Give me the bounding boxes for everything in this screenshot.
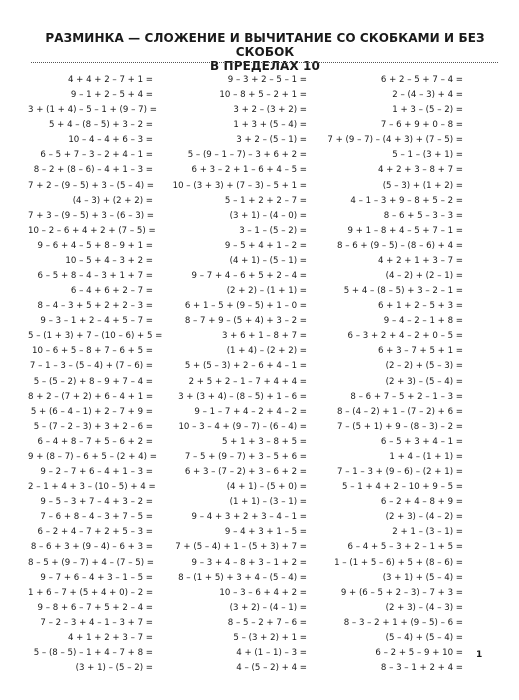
exercise-item: 5 – 1 + 2 + 2 – 7 = — [224, 195, 307, 206]
exercise-item: 7 + (9 – 7) – (4 + 3) + (7 – 5) = — [327, 135, 463, 146]
exercise-item: 6 + 2 – 5 + 7 – 4 = — [380, 75, 463, 85]
exercise-item: 9 – 8 + 6 – 7 + 5 + 2 – 4 = — [37, 602, 153, 613]
exercise-item: 10 – 6 + 5 – 8 + 7 – 6 + 5 = — [32, 346, 153, 357]
exercise-item: 5 + 4 – (8 – 5) + 3 – 2 – 1 = — [343, 286, 463, 297]
exercise-item: 6 + 1 – 5 + (9 – 5) + 1 – 0 = — [184, 301, 307, 312]
exercise-item: 9 – 3 + 4 – 8 + 3 – 1 + 2 = — [191, 557, 307, 568]
exercise-item: 10 – 8 + 5 – 2 + 1 = — [219, 90, 307, 101]
exercise-item: 3 + (3 + 4) – (8 – 5) + 1 – 6 = — [178, 391, 307, 402]
exercise-item: 9 + (6 – 5 + 2 – 3) – 7 + 3 = — [340, 587, 463, 598]
exercise-item: 7 + (5 – 4) + 1 – (5 + 3) + 7 = — [175, 542, 307, 553]
exercise-item: 5 + 1 + 3 – 8 + 5 = — [221, 436, 307, 447]
exercise-item: 10 – (3 + 3) + (7 – 3) – 5 + 1 = — [172, 180, 307, 191]
exercise-item: 6 – 4 + 8 – 7 + 5 – 6 + 2 = — [37, 436, 153, 447]
exercise-item: 5 – (3 + 2) + 1 = — [233, 632, 307, 643]
exercise-item: 9 – 4 – 2 – 1 + 8 = — [383, 316, 463, 327]
exercise-item: (4 + 1) – (5 + 0) = — [226, 482, 307, 493]
exercise-item: (2 + 3) – (4 – 2) = — [385, 512, 463, 523]
exercise-item: 6 – 4 + 6 + 2 – 7 = — [70, 286, 153, 297]
exercise-item: 4 + (1 – 1) – 3 = — [236, 647, 307, 658]
exercise-item: 8 – 6 + 7 – 5 + 2 – 1 – 3 = — [350, 391, 463, 402]
exercise-item: 2 – (4 – 3) + 4 = — [392, 90, 463, 101]
exercise-item: 2 + 5 + 2 – 1 – 7 + 4 + 4 = — [188, 376, 307, 387]
exercise-item: 9 – 6 + 4 – 5 + 8 – 9 + 1 = — [37, 240, 153, 251]
exercise-item: 7 – (5 + 1) + 9 – (8 – 3) – 2 = — [337, 421, 463, 432]
exercise-item: 5 – (8 – 5) – 1 + 4 – 7 + 8 = — [33, 647, 153, 658]
exercise-item: 8 – (1 + 5) + 3 + 4 – (5 – 4) = — [178, 572, 307, 583]
exercise-item: (4 + 1) – (5 – 1) = — [229, 255, 307, 266]
exercise-item: 2 + 1 – (3 – 1) = — [392, 527, 463, 538]
exercise-item: 2 – 1 + 4 + 3 – (10 – 5) + 4 = — [28, 482, 156, 493]
exercise-item: (5 – 3) + (1 + 2) = — [382, 180, 463, 191]
exercise-item: (1 + 1) – (3 – 1) = — [229, 497, 307, 508]
exercise-item: 7 + 3 – (9 – 5) + 3 – (6 – 3) = — [28, 210, 154, 221]
exercise-item: 6 – 3 + 2 + 4 – 2 + 0 – 5 = — [347, 331, 463, 342]
exercise-item: 5 – (1 + 3) + 7 – (10 – 6) + 5 = — [28, 331, 163, 342]
exercise-item: 6 – 5 + 7 – 3 – 2 + 4 – 1 = — [40, 150, 153, 161]
exercise-item: 9 – 3 – 1 + 2 – 4 + 5 – 7 = — [40, 316, 153, 327]
exercise-item: 10 – 2 – 6 + 4 + 2 + (7 – 5) = — [28, 225, 156, 236]
exercise-item: 7 – 5 + (9 – 7) + 3 – 5 + 6 = — [184, 451, 307, 462]
exercise-item: (4 – 2) + (2 – 1) = — [385, 271, 463, 282]
exercise-item: 8 – 6 + 3 + (9 – 4) – 6 + 3 = — [30, 542, 153, 553]
exercise-item: (3 + 1) – (4 – 0) = — [229, 210, 307, 221]
exercise-item: 3 + (1 + 4) – 5 – 1 + (9 – 7) = — [28, 105, 157, 116]
exercise-item: 8 – 3 – 1 + 2 + 4 = — [380, 663, 463, 674]
exercise-item: 9 + (8 – 7) – 6 + 5 – (2 + 4) = — [28, 451, 157, 462]
exercise-item: 5 – 1 + 4 + 2 – 10 + 9 – 5 = — [342, 482, 463, 493]
exercise-item: 5 – (7 – 2 – 3) + 3 + 2 – 6 = — [33, 421, 153, 432]
exercise-item: 6 – 2 + 5 – 9 + 10 = — [375, 647, 463, 658]
exercise-item: 8 – 7 + 9 – (5 + 4) + 3 – 2 = — [184, 316, 307, 327]
exercise-item: 3 + 2 – (3 + 2) = — [233, 105, 307, 116]
exercise-item: 10 – 4 – 4 + 6 – 3 = — [68, 135, 153, 146]
exercise-item: 9 – 1 + 2 – 5 + 4 = — [70, 90, 153, 101]
exercise-item: 10 – 3 – 6 + 4 + 2 = — [219, 587, 307, 598]
page-title — [30, 31, 500, 73]
exercise-item: 7 – 6 + 9 + 0 – 8 = — [380, 120, 463, 131]
title-line-2: В ПРЕДЕЛАХ 10 — [210, 59, 320, 73]
exercise-item: 3 – 1 – (5 – 2) = — [239, 225, 307, 236]
exercise-item: 3 + 6 + 1 – 8 + 7 = — [221, 331, 307, 342]
exercise-column-2 — [168, 73, 307, 676]
exercise-item: 9 – 5 – 3 + 7 – 4 + 3 – 2 = — [40, 497, 153, 508]
exercise-item: (2 + 3) – (4 – 3) = — [385, 602, 463, 613]
title-line-1: РАЗМИНКА — СЛОЖЕНИЕ И ВЫЧИТАНИЕ СО СКОБКАМИ И БЕЗ СКОБОК — [45, 31, 485, 59]
exercise-item: 8 + 2 – (7 + 2) + 6 – 4 + 1 = — [28, 391, 154, 402]
exercise-item: 4 + 1 + 2 + 3 – 7 = — [67, 632, 153, 643]
exercise-item: 9 – 5 + 4 + 1 – 2 = — [224, 240, 307, 251]
exercise-item: 8 – 2 + (8 – 6) – 4 + 1 – 3 = — [33, 165, 153, 176]
exercise-item: 6 + 3 – 7 + 5 + 1 = — [377, 346, 463, 357]
page-number: 1 — [476, 650, 483, 660]
exercise-item: 10 – 5 + 4 – 3 + 2 = — [65, 255, 153, 266]
exercise-item: 6 – 5 + 8 – 4 – 3 + 1 + 7 = — [37, 271, 153, 282]
exercise-item: 9 – 7 + 6 – 4 + 3 – 1 – 5 = — [40, 572, 153, 583]
exercise-item: 8 – 6 + 5 – 3 – 3 = — [383, 210, 463, 221]
exercise-item: 9 – 4 + 3 + 1 – 5 = — [224, 527, 307, 538]
exercise-item: 7 – 1 – 3 + (9 – 6) – (2 + 1) = — [337, 467, 463, 478]
exercise-item: (3 + 1) – (5 – 2) = — [75, 663, 153, 674]
exercise-item: 5 + (6 – 4 – 1) + 2 – 7 + 9 = — [30, 406, 153, 417]
exercise-item: (4 – 3) + (2 + 2) = — [72, 195, 153, 206]
exercise-item: 6 – 4 + 5 – 3 + 2 – 1 + 5 = — [347, 542, 463, 553]
exercise-item: 9 – 3 + 2 – 5 – 1 = — [227, 75, 307, 85]
dotted-divider — [31, 62, 498, 63]
exercise-item: 4 – 1 – 3 + 9 – 8 + 5 – 2 = — [350, 195, 463, 206]
exercise-item: 8 – 3 – 2 + 1 + (9 – 5) – 6 = — [343, 617, 463, 628]
exercise-item: 9 + 1 – 8 + 4 – 5 + 7 – 1 = — [347, 225, 463, 236]
exercise-item: 10 – 3 – 4 + (9 – 7) – (6 – 4) = — [178, 421, 307, 432]
exercise-item: (3 + 1) + (5 – 4) = — [382, 572, 463, 583]
exercise-item: 1 + 4 – (1 + 1) = — [389, 451, 463, 462]
exercise-item: 4 – (5 – 2) + 4 = — [236, 663, 307, 674]
exercise-item: 6 – 2 + 4 – 7 + 2 + 5 – 3 = — [37, 527, 153, 538]
exercise-item: 9 – 1 – 7 + 4 – 2 + 4 – 2 = — [194, 406, 307, 417]
exercise-item: 7 – 1 – 3 – (5 – 4) + (7 – 6) = — [29, 361, 153, 372]
exercise-item: 5 – (5 – 2) + 8 – 9 + 7 – 4 = — [33, 376, 153, 387]
exercise-item: (2 + 2) – (1 + 1) = — [226, 286, 307, 297]
exercise-item: 4 + 4 + 2 – 7 + 1 = — [67, 75, 153, 85]
exercise-column-3 — [322, 73, 463, 676]
exercise-item: 5 + 4 – (8 – 5) + 3 – 2 = — [48, 120, 153, 131]
exercise-item: 5 – (9 – 1 – 7) – 3 + 6 + 2 = — [187, 150, 307, 161]
exercise-item: (1 + 4) – (2 + 2) = — [226, 346, 307, 357]
exercise-item: 8 – (4 – 2) + 1 – (7 – 2) + 6 = — [337, 406, 463, 417]
exercise-item: 8 – 4 – 3 + 5 + 2 + 2 – 3 = — [37, 301, 153, 312]
exercise-item: (5 – 4) + (5 – 4) = — [385, 632, 463, 643]
exercise-item: 8 – 5 – 2 + 7 – 6 = — [227, 617, 307, 628]
exercise-item: 8 – 5 + (9 – 7) + 4 – (7 – 5) = — [28, 557, 154, 568]
exercise-item: 5 + (5 – 3) + 2 – 6 + 4 – 1 = — [184, 361, 307, 372]
exercise-item: 9 – 7 + 4 – 6 + 5 + 2 – 4 = — [191, 271, 307, 282]
exercise-item: 1 – (1 + 5 – 6) + 5 + (8 – 6) = — [334, 557, 463, 568]
exercise-item: 6 + 3 – (7 – 2) + 3 – 6 + 2 = — [184, 467, 307, 478]
exercise-item: 7 – 6 + 8 – 4 – 3 + 7 – 5 = — [40, 512, 153, 523]
exercise-item: 4 + 2 + 3 – 8 + 7 = — [377, 165, 463, 176]
exercise-item: 8 – 6 + (9 – 5) – (8 – 6) + 4 = — [337, 240, 463, 251]
exercise-item: 1 + 3 + (5 – 4) = — [233, 120, 307, 131]
exercise-item: (2 – 2) + (5 – 3) = — [385, 361, 463, 372]
exercise-item: (2 + 3) – (5 – 4) = — [385, 376, 463, 387]
exercise-item: 9 – 4 + 3 + 2 + 3 – 4 – 1 = — [191, 512, 307, 523]
exercise-item: 4 + 2 + 1 + 3 – 7 = — [377, 255, 463, 266]
exercise-item: 7 – 2 – 3 + 4 – 1 – 3 + 7 = — [40, 617, 153, 628]
exercise-item: 6 + 1 + 2 – 5 + 3 = — [377, 301, 463, 312]
exercise-item: 6 – 5 + 3 + 4 – 1 = — [380, 436, 463, 447]
exercise-item: (3 + 2) – (4 – 1) = — [229, 602, 307, 613]
exercise-column-1 — [28, 73, 163, 676]
exercise-item: 7 + 2 – (9 – 5) + 3 – (5 – 4) = — [28, 180, 154, 191]
exercise-item: 6 – 2 + 4 – 8 + 9 = — [380, 497, 463, 508]
exercise-item: 1 + 3 – (5 – 2) = — [392, 105, 463, 116]
exercise-item: 6 + 3 – 2 + 1 – 6 + 4 – 5 = — [191, 165, 307, 176]
exercise-item: 1 + 6 – 7 + (5 + 4 + 0) – 2 = — [28, 587, 154, 598]
exercise-item: 9 – 2 – 7 + 6 – 4 + 1 – 3 = — [40, 467, 153, 478]
exercise-item: 3 + 2 – (5 – 1) = — [236, 135, 307, 146]
exercise-item: 5 – 1 – (3 + 1) = — [392, 150, 463, 161]
